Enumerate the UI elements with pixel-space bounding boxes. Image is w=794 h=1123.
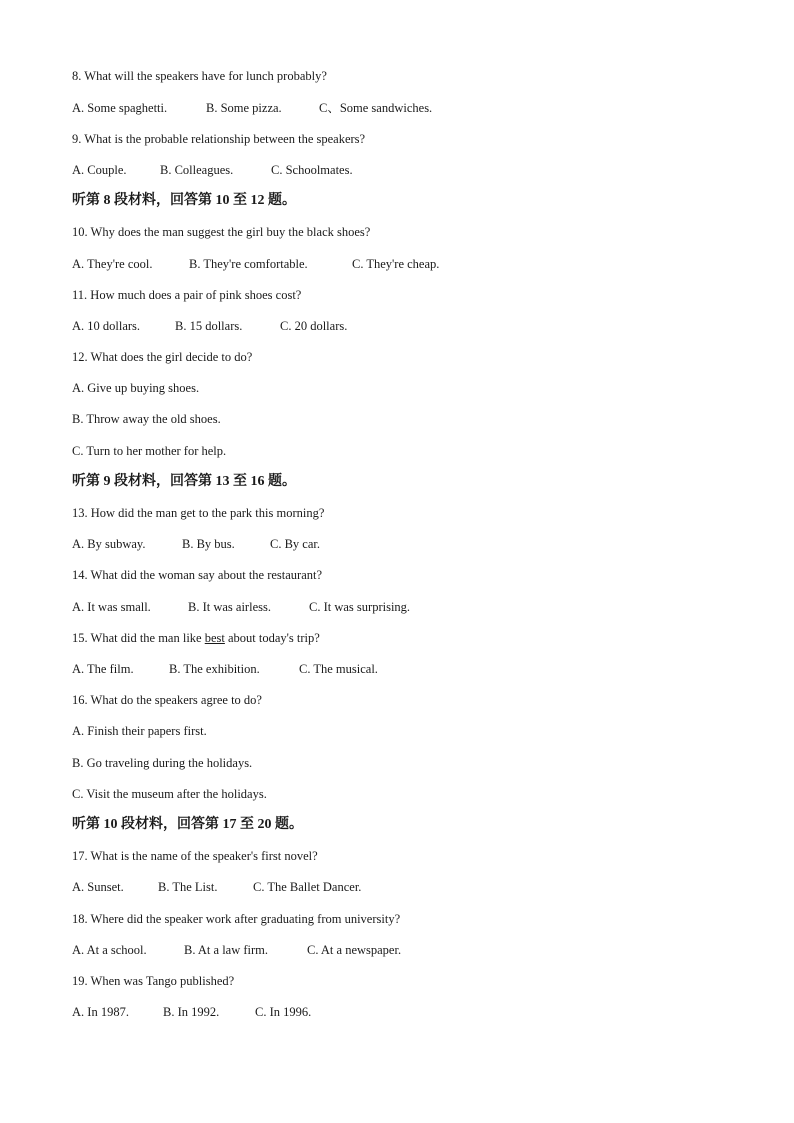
- question-12-option-a: A. Give up buying shoes.: [72, 381, 200, 395]
- option-a: A. By subway.: [72, 537, 146, 551]
- option-c: C. They're cheap.: [352, 257, 440, 271]
- question-12-option-c: C. Turn to her mother for help.: [72, 444, 227, 458]
- option-b: B. At a law firm.: [184, 943, 269, 957]
- option-a: A. At a school.: [72, 943, 147, 957]
- option-b: B. The List.: [158, 880, 218, 894]
- option-b: B. It was airless.: [188, 600, 271, 614]
- option-c: C. By car.: [270, 537, 320, 551]
- question-12-stem: 12. What does the girl decide to do?: [72, 350, 253, 364]
- question-14-stem: 14. What did the woman say about the restaurant?: [72, 568, 323, 582]
- option-a: A. They're cool.: [72, 257, 153, 271]
- option-c: C. It was surprising.: [309, 600, 411, 614]
- option-c: C. In 1996.: [255, 1005, 312, 1019]
- option-c: C. At a newspaper.: [307, 943, 402, 957]
- option-a: A. 10 dollars.: [72, 319, 141, 333]
- option-c: C、Some sandwiches.: [319, 101, 433, 115]
- question-13-stem: 13. How did the man get to the park this morning?: [72, 506, 325, 520]
- option-b: B. Some pizza.: [206, 101, 282, 115]
- option-a: A. Couple.: [72, 163, 127, 177]
- option-b: B. Colleagues.: [160, 163, 234, 177]
- option-a: A. It was small.: [72, 600, 151, 614]
- option-c: C. 20 dollars.: [280, 319, 348, 333]
- question-16-option-c: C. Visit the museum after the holidays.: [72, 787, 267, 801]
- question-18-stem: 18. Where did the speaker work after graduating from university?: [72, 912, 401, 926]
- option-c: C. Schoolmates.: [271, 163, 353, 177]
- option-b: B. 15 dollars.: [175, 319, 243, 333]
- option-b: B. They're comfortable.: [189, 257, 308, 271]
- question-17-stem: 17. What is the name of the speaker's first novel?: [72, 849, 318, 863]
- stem-emphasis: best: [204, 631, 225, 645]
- question-12-option-b: B. Throw away the old shoes.: [72, 412, 221, 426]
- stem-text: 15. What did the man like: [72, 631, 205, 645]
- option-a: A. The film.: [72, 662, 134, 676]
- section-heading-10: 听第 10 段材料，回答第 17 至 20 题。: [72, 817, 303, 832]
- question-10-stem: 10. Why does the man suggest the girl buy the black shoes?: [72, 225, 371, 239]
- question-16-option-a: A. Finish their papers first.: [72, 724, 207, 738]
- question-15-stem: [72, 630, 320, 646]
- section-heading-8: 听第 8 段材料，回答第 10 至 12 题。: [72, 193, 296, 208]
- option-b: B. In 1992.: [163, 1005, 220, 1019]
- stem-text: about today's trip?: [224, 631, 320, 645]
- question-8-stem: 8. What will the speakers have for lunch probably?: [72, 69, 327, 83]
- option-a: A. In 1987.: [72, 1005, 129, 1019]
- question-16-stem: 16. What do the speakers agree to do?: [72, 693, 262, 707]
- question-11-stem: 11. How much does a pair of pink shoes cost?: [72, 288, 302, 302]
- question-16-option-b: B. Go traveling during the holidays.: [72, 756, 253, 770]
- option-a: A. Some spaghetti.: [72, 101, 168, 115]
- option-b: B. By bus.: [182, 537, 235, 551]
- option-c: C. The Ballet Dancer.: [253, 880, 362, 894]
- option-c: C. The musical.: [299, 662, 378, 676]
- question-9-stem: 9. What is the probable relationship between the speakers?: [72, 132, 366, 146]
- question-19-stem: 19. When was Tango published?: [72, 974, 235, 988]
- option-b: B. The exhibition.: [169, 662, 260, 676]
- option-a: A. Sunset.: [72, 880, 124, 894]
- section-heading-9: 听第 9 段材料，回答第 13 至 16 题。: [72, 474, 296, 489]
